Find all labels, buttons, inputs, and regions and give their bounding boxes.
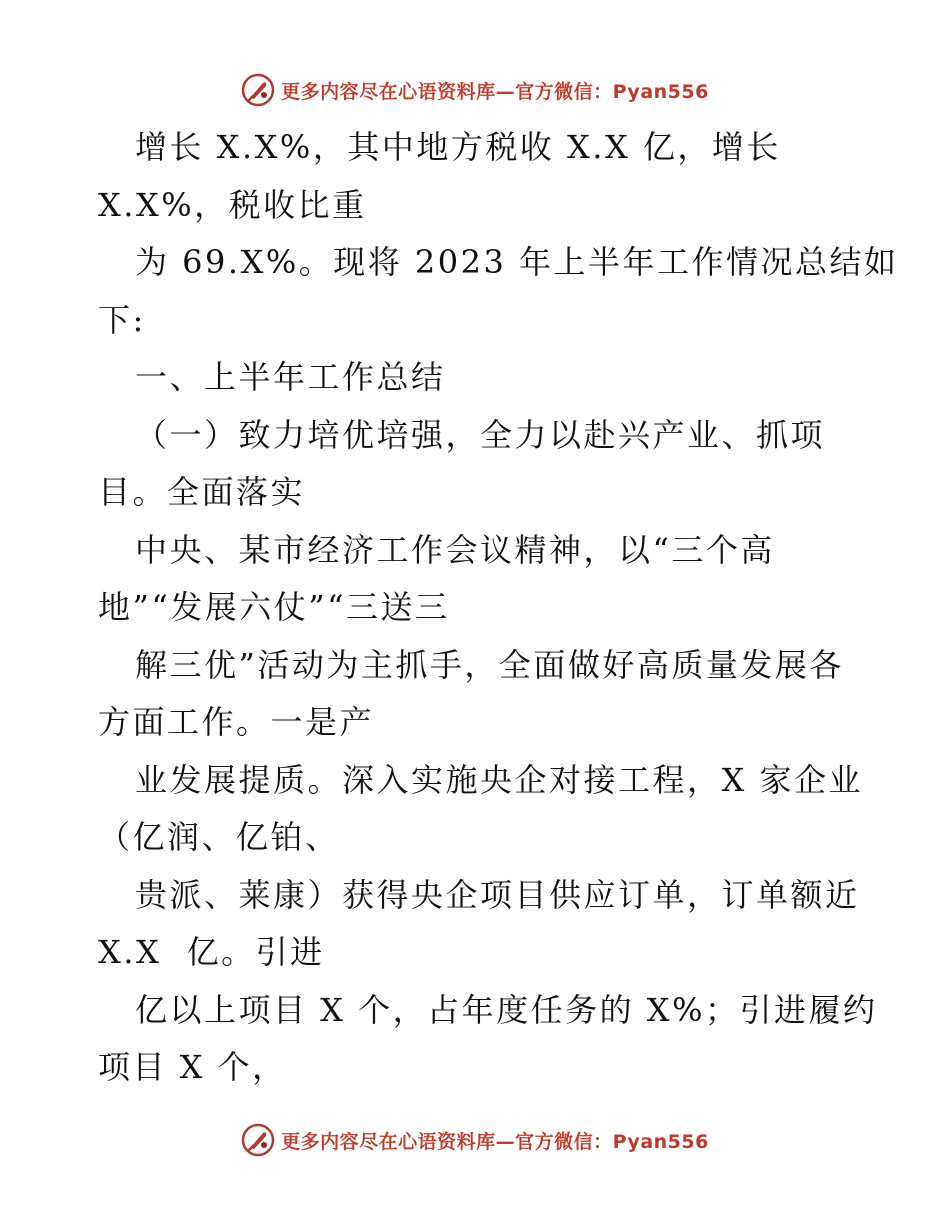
footer-banner (0, 1120, 950, 1160)
banner-text: 更多内容尽在心语资料库—官方微信：Pyan556 (281, 1130, 709, 1153)
text-line: 目。全面落实 (98, 473, 306, 511)
text-line: 项目 X 个， (98, 1048, 287, 1086)
text-line: X.X%，税收比重 (98, 185, 367, 224)
text-line: 解三优”活动为主抓手，全面做好高质量发展各 (135, 645, 844, 684)
text-line: （一）致力培优培强，全力以赴兴产业、抓项 (135, 415, 826, 454)
document-body (98, 119, 899, 1097)
text-line: 业发展提质。深入实施央企对接工程，X 家企业 (135, 760, 863, 799)
text-line: X.X 亿。引进 (98, 933, 325, 971)
text-line: 贵派、莱康）获得央企项目供应订单，订单额近 (135, 875, 860, 914)
text-line: 一、上半年工作总结 (135, 358, 446, 396)
text-line: 亿以上项目 X 个，占年度任务的 X%；引进履约 (135, 990, 878, 1029)
text-line: 增长 X.X%，其中地方税收 X.X 亿，增长 (135, 128, 781, 166)
text-line: 方面工作。一是产 (98, 703, 375, 741)
header-banner (0, 70, 950, 110)
text-line: （亿润、亿铂、 (98, 818, 340, 856)
text-line: 为 69.X%。现将 2023 年上半年工作情况总结如 (135, 243, 899, 281)
text-line: 地”“发展六仗”“三送三 (98, 588, 450, 626)
text-line: 下: (98, 300, 146, 339)
quill-logo-icon (241, 1123, 275, 1157)
banner-text: 更多内容尽在心语资料库—官方微信：Pyan556 (281, 80, 709, 103)
quill-logo-icon (241, 73, 275, 107)
text-line: 中央、某市经济工作会议精神，以“三个高 (135, 530, 775, 569)
